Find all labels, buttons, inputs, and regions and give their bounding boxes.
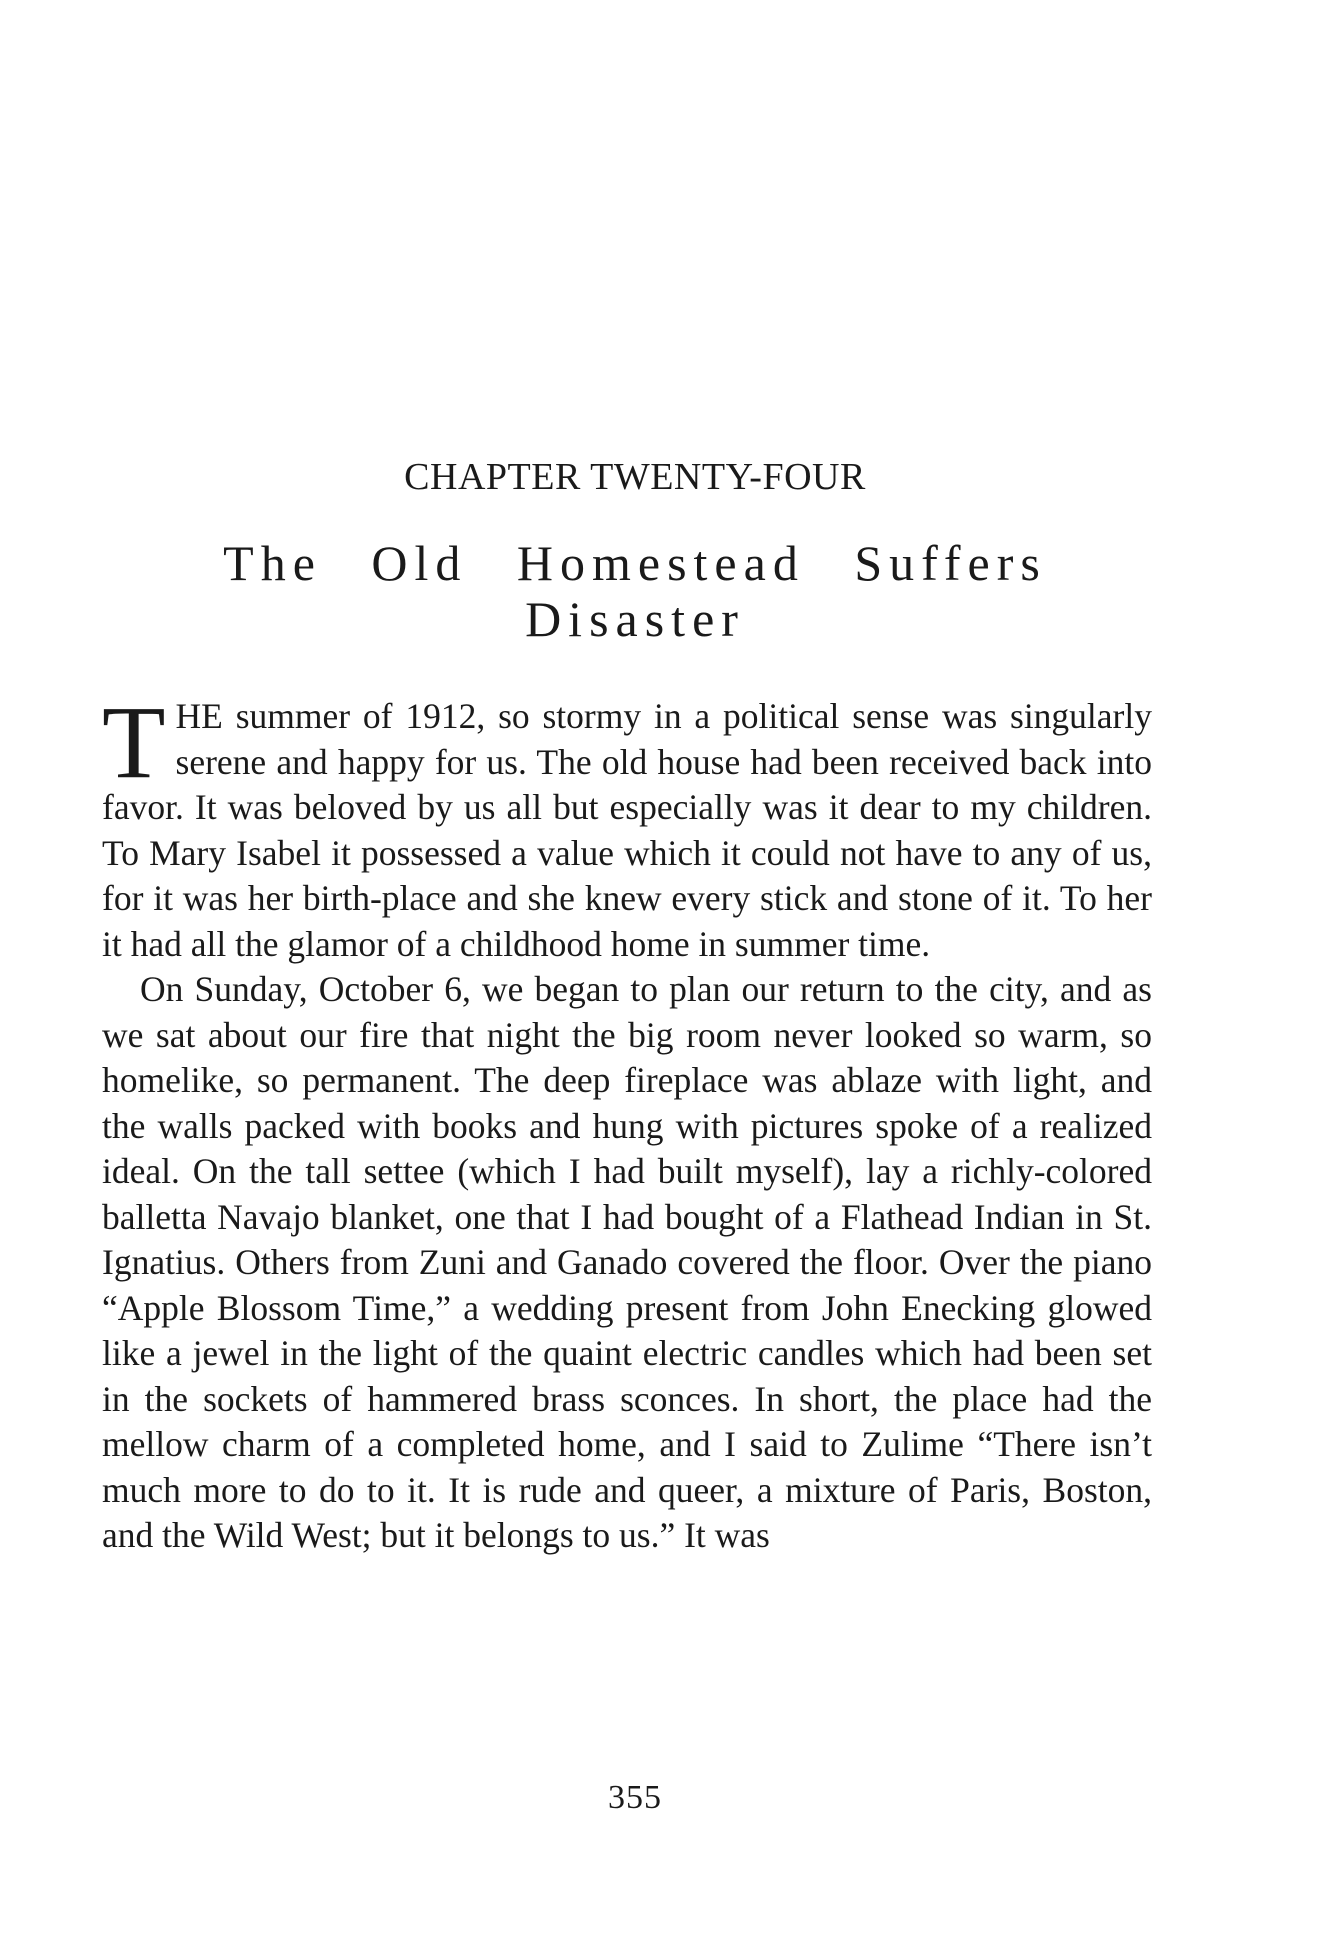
page-number: 355 (608, 1779, 662, 1816)
paragraph-2: On Sunday, October 6, we began to plan our return to the city, and as we sat about our fire that night the big room never looked so warm, so homelike, so permanent. The deep fireplace was ablaze with light, and the walls packed with books and hung with pictures spoke of a realized ideal. On the tall settee (which I had built myself), lay a richly-colored balletta Navajo blanket, one that I had bought of a Flathead Indian in St. Ignatius. Others from Zuni and Ganado covered the floor. Over the piano “Apple Blossom Time,” a wedding present from John Enecking glowed like a jewel in the light of the quaint electric candles which had been set in the sockets of hammered brass sconces. In short, the place had the mellow charm of a completed home, and I said to Zulime “There isn’t much more to do to it. It is rude and queer, a mixture of Paris, Boston, and the Wild West; but it belongs to us.” It was (102, 969, 1152, 1555)
chapter-label: CHAPTER TWENTY-FOUR (404, 456, 866, 498)
paragraph-1-text: HE summer of 1912, so stormy in a political sense was singularly serene and happy for us. The old house had been received back into favor. It was beloved by us all but especially was it dear to my children. To Mary Isabel it possessed a value which it could not have to any of us, for it was her birth-place and she knew every stick and stone of it. To her it had all the glamor of a childhood home in summer time. (102, 696, 1152, 964)
drop-cap: T (102, 685, 166, 800)
paragraph-1 (102, 685, 1152, 967)
body-text (102, 685, 1152, 1559)
chapter-title: The Old Homestead Suffers Disaster (223, 535, 1047, 647)
